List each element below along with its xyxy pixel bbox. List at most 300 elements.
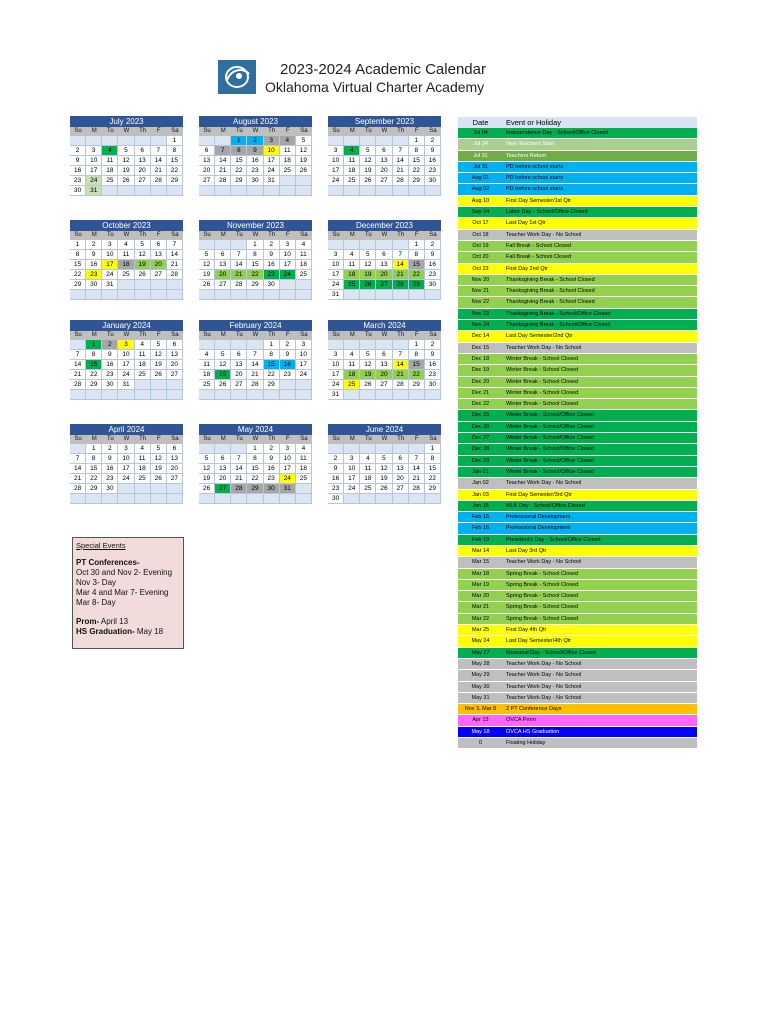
calendar-day: 9 — [425, 146, 441, 156]
calendar-day: 21 — [393, 270, 409, 280]
calendar-day: 6 — [215, 454, 231, 464]
calendar-empty-cell — [135, 280, 151, 290]
calendar-day: 6 — [167, 340, 183, 350]
month-calendar — [328, 220, 441, 300]
calendar-day: 30 — [247, 176, 263, 186]
legend-event: Last Day Semester/4th Qtr — [506, 638, 572, 645]
calendar-day: 26 — [360, 280, 376, 290]
calendar-day: 2 — [102, 444, 118, 454]
calendar-day: 10 — [86, 156, 102, 166]
day-of-week-label: M — [344, 231, 360, 240]
calendar-day: 9 — [280, 350, 296, 360]
calendar-day: 1 — [409, 136, 425, 146]
calendar-empty-cell — [344, 290, 360, 300]
calendar-day: 10 — [296, 350, 312, 360]
calendar-day: 7 — [393, 350, 409, 360]
day-of-week-label: Sa — [296, 231, 312, 240]
calendar-day: 16 — [264, 464, 280, 474]
calendar-day: 29 — [425, 484, 441, 494]
events-legend — [458, 117, 697, 749]
legend-event: Last Day 3rd Qtr — [506, 547, 547, 554]
day-of-week-label: W — [118, 331, 134, 340]
day-of-week-label: Sa — [167, 127, 183, 136]
calendar-day: 1 — [86, 340, 102, 350]
calendar-day: 20 — [376, 370, 392, 380]
calendar-day: 9 — [247, 146, 263, 156]
legend-date-header: Date — [472, 118, 489, 127]
calendar-day: 12 — [199, 464, 215, 474]
calendar-day: 19 — [151, 464, 167, 474]
calendar-day: 16 — [425, 260, 441, 270]
day-of-week-label: W — [376, 127, 392, 136]
legend-event: President's Day - School/Office Closed — [506, 536, 601, 543]
legend-date: Jan 03 — [472, 491, 489, 498]
day-of-week-label: Su — [199, 127, 215, 136]
legend-row — [458, 207, 697, 218]
calendar-day: 3 — [102, 240, 118, 250]
calendar-empty-cell — [264, 390, 280, 400]
calendar-day: 31 — [102, 280, 118, 290]
day-of-week-label: Su — [70, 231, 86, 240]
calendar-day: 29 — [167, 176, 183, 186]
calendar-day: 4 — [296, 240, 312, 250]
legend-event: Winter Break - School Closed — [506, 378, 579, 385]
month-calendar — [199, 320, 312, 400]
legend-row — [458, 162, 697, 173]
calendar-day: 9 — [264, 454, 280, 464]
calendar-empty-cell — [425, 186, 441, 196]
calendar-day: 23 — [264, 474, 280, 484]
month-calendar — [199, 424, 312, 504]
calendar-day: 11 — [280, 146, 296, 156]
calendar-day: 5 — [199, 454, 215, 464]
calendar-day: 28 — [409, 484, 425, 494]
calendar-day: 24 — [102, 270, 118, 280]
calendar-day: 13 — [376, 156, 392, 166]
calendar-day: 8 — [409, 146, 425, 156]
calendar-day: 7 — [70, 350, 86, 360]
legend-date: Mar 25 — [471, 627, 490, 634]
calendar-day: 25 — [102, 176, 118, 186]
calendar-day: 18 — [296, 260, 312, 270]
calendar-day: 29 — [70, 280, 86, 290]
calendar-empty-cell — [360, 290, 376, 300]
calendar-day: 29 — [409, 176, 425, 186]
calendar-day: 13 — [167, 454, 183, 464]
calendar-day: 15 — [409, 156, 425, 166]
calendar-day: 30 — [86, 280, 102, 290]
calendar-day: 23 — [86, 270, 102, 280]
calendar-day: 23 — [425, 370, 441, 380]
calendar-empty-cell — [86, 136, 102, 146]
calendar-empty-cell — [264, 494, 280, 504]
calendar-day: 27 — [393, 484, 409, 494]
calendar-day: 11 — [344, 360, 360, 370]
legend-row — [458, 501, 697, 512]
calendar-day: 1 — [247, 240, 263, 250]
legend-event: Memorial Day - School/Office Closed — [506, 649, 597, 656]
calendar-day: 4 — [344, 350, 360, 360]
calendar-empty-cell — [151, 484, 167, 494]
calendar-day: 22 — [264, 370, 280, 380]
legend-row — [458, 151, 697, 162]
calendar-day: 3 — [118, 340, 134, 350]
legend-row — [458, 625, 697, 636]
legend-row — [458, 614, 697, 625]
calendar-empty-cell — [360, 240, 376, 250]
legend-date: Dec 18 — [471, 355, 490, 362]
legend-date: Mar 19 — [471, 581, 490, 588]
calendar-day: 11 — [118, 250, 134, 260]
calendar-day: 7 — [409, 454, 425, 464]
legend-row — [458, 670, 697, 681]
calendar-day: 24 — [118, 370, 134, 380]
legend-event: Teacher Work Day - No School — [506, 559, 582, 566]
calendar-day: 14 — [70, 464, 86, 474]
legend-event: Thanksgiving Break - School Closed — [506, 276, 595, 283]
legend-date: Feb 15 — [471, 514, 490, 521]
calendar-day: 13 — [215, 464, 231, 474]
calendar-empty-cell — [135, 390, 151, 400]
calendar-day: 6 — [376, 350, 392, 360]
day-of-week-label: Sa — [167, 435, 183, 444]
calendar-empty-cell — [360, 390, 376, 400]
day-of-week-label: F — [151, 127, 167, 136]
legend-row — [458, 422, 697, 433]
legend-date: Dec 21 — [471, 389, 490, 396]
day-of-week-label: Tu — [102, 231, 118, 240]
legend-row — [458, 309, 697, 320]
day-of-week-label: Su — [199, 435, 215, 444]
calendar-day: 6 — [215, 250, 231, 260]
day-of-week-label: Su — [199, 331, 215, 340]
calendar-empty-cell — [393, 340, 409, 350]
calendar-day: 4 — [344, 146, 360, 156]
calendar-day: 23 — [425, 166, 441, 176]
calendar-empty-cell — [199, 240, 215, 250]
calendar-empty-cell — [409, 290, 425, 300]
calendar-day: 25 — [344, 176, 360, 186]
legend-date: Mar 18 — [471, 570, 490, 577]
day-of-week-label: Sa — [425, 127, 441, 136]
calendar-day: 9 — [264, 250, 280, 260]
day-of-week-label: Su — [328, 127, 344, 136]
calendar-day: 5 — [360, 350, 376, 360]
calendar-day: 30 — [425, 176, 441, 186]
legend-date: May 27 — [471, 649, 490, 656]
calendar-day: 24 — [328, 176, 344, 186]
day-of-week-label: Su — [328, 231, 344, 240]
calendar-day: 10 — [280, 250, 296, 260]
legend-date: Feb 19 — [471, 536, 490, 543]
calendar-empty-cell — [247, 186, 263, 196]
calendar-day: 2 — [425, 136, 441, 146]
calendar-day: 10 — [344, 464, 360, 474]
calendar-empty-cell — [409, 186, 425, 196]
month-calendar — [199, 220, 312, 300]
month-title: August 2023 — [199, 116, 312, 127]
calendar-day: 26 — [135, 270, 151, 280]
legend-event: Teacher Work Day - No School — [506, 683, 582, 690]
calendar-empty-cell — [167, 494, 183, 504]
day-of-week-label: M — [344, 127, 360, 136]
calendar-empty-cell — [296, 380, 312, 390]
legend-event: Teacher Work Day - No School — [506, 672, 582, 679]
legend-row — [458, 444, 697, 455]
calendar-day: 29 — [231, 176, 247, 186]
legend-row — [458, 478, 697, 489]
day-of-week-label: F — [409, 331, 425, 340]
calendar-day: 2 — [247, 136, 263, 146]
legend-row — [458, 354, 697, 365]
pt-line-1: Oct 30 and Nov 2- Evening — [76, 568, 173, 577]
calendar-day: 18 — [344, 270, 360, 280]
month-calendar — [328, 424, 441, 504]
calendar-day: 4 — [135, 444, 151, 454]
legend-event: Spring Break - School Closed — [506, 604, 579, 611]
calendar-empty-cell — [296, 280, 312, 290]
calendar-day: 21 — [167, 260, 183, 270]
day-of-week-label: Tu — [360, 435, 376, 444]
calendar-day: 1 — [231, 136, 247, 146]
legend-row — [458, 738, 697, 749]
calendar-day: 8 — [231, 146, 247, 156]
calendar-day: 31 — [280, 484, 296, 494]
calendar-day: 15 — [409, 260, 425, 270]
day-of-week-label: M — [215, 231, 231, 240]
calendar-empty-cell — [344, 240, 360, 250]
legend-row — [458, 591, 697, 602]
day-of-week-label: W — [376, 231, 392, 240]
month-calendar — [328, 116, 441, 196]
calendar-day: 5 — [215, 350, 231, 360]
calendar-day: 26 — [360, 380, 376, 390]
legend-date: Mar 20 — [471, 593, 490, 600]
month-title: June 2024 — [328, 424, 441, 435]
calendar-day: 31 — [86, 186, 102, 196]
calendar-day: 12 — [215, 360, 231, 370]
legend-date: Jul 31 — [473, 152, 488, 159]
day-of-week-label: Tu — [360, 231, 376, 240]
calendar-day: 14 — [231, 260, 247, 270]
calendar-empty-cell — [247, 340, 263, 350]
calendar-day: 8 — [247, 454, 263, 464]
calendar-day: 22 — [167, 166, 183, 176]
legend-date: May 31 — [471, 694, 490, 701]
calendar-empty-cell — [215, 186, 231, 196]
calendar-day: 30 — [264, 280, 280, 290]
day-of-week-label: F — [151, 435, 167, 444]
calendar-empty-cell — [70, 340, 86, 350]
calendar-empty-cell — [328, 186, 344, 196]
calendar-day: 27 — [376, 176, 392, 186]
calendar-empty-cell — [70, 390, 86, 400]
legend-event: Thanksgiving Break - School/Office Closed — [506, 310, 611, 317]
calendar-day: 16 — [425, 360, 441, 370]
calendar-day: 16 — [70, 166, 86, 176]
legend-date: 0 — [478, 740, 483, 747]
calendar-day: 15 — [425, 464, 441, 474]
calendar-empty-cell — [393, 444, 409, 454]
legend-date: Dec 19 — [471, 367, 490, 374]
legend-event: Spring Break - School Closed — [506, 570, 579, 577]
day-of-week-label: Th — [393, 331, 409, 340]
calendar-day: 11 — [296, 454, 312, 464]
calendar-empty-cell — [296, 494, 312, 504]
calendar-day: 13 — [167, 350, 183, 360]
calendar-day: 20 — [215, 474, 231, 484]
legend-date: Dec 22 — [471, 401, 490, 408]
day-of-week-label: M — [86, 435, 102, 444]
day-of-week-label: Tu — [231, 331, 247, 340]
calendar-day: 2 — [425, 240, 441, 250]
legend-row — [458, 320, 697, 331]
calendar-empty-cell — [280, 280, 296, 290]
legend-row — [458, 727, 697, 738]
calendar-day: 29 — [247, 484, 263, 494]
calendar-empty-cell — [215, 494, 231, 504]
legend-date: Dec 26 — [471, 423, 490, 430]
day-of-week-label: Th — [264, 331, 280, 340]
day-of-week-label: F — [151, 331, 167, 340]
calendar-day: 15 — [70, 260, 86, 270]
calendar-day: 7 — [70, 454, 86, 464]
calendar-empty-cell — [376, 240, 392, 250]
calendar-day: 26 — [296, 166, 312, 176]
legend-date: Jul 04 — [473, 130, 488, 136]
calendar-day: 2 — [425, 340, 441, 350]
day-of-week-label: F — [151, 231, 167, 240]
legend-event: PD before school starts — [506, 163, 564, 170]
calendar-day: 10 — [118, 454, 134, 464]
calendar-empty-cell — [344, 444, 360, 454]
calendar-day: 2 — [86, 240, 102, 250]
calendar-empty-cell — [151, 380, 167, 390]
legend-date: Jul 31 — [473, 163, 488, 170]
calendar-empty-cell — [167, 290, 183, 300]
day-of-week-label: W — [247, 127, 263, 136]
calendar-day: 12 — [360, 156, 376, 166]
legend-event: Floating Holiday — [506, 740, 546, 747]
calendar-day: 17 — [328, 370, 344, 380]
calendar-empty-cell — [280, 380, 296, 390]
calendar-day: 3 — [118, 444, 134, 454]
calendar-day: 2 — [280, 340, 296, 350]
calendar-empty-cell — [360, 186, 376, 196]
calendar-day: 11 — [102, 156, 118, 166]
legend-date: Dec 15 — [471, 344, 490, 351]
legend-row — [458, 569, 697, 580]
legend-event: First Day Semester/3rd Qtr — [506, 491, 572, 498]
day-of-week-label: Sa — [425, 435, 441, 444]
calendar-empty-cell — [102, 186, 118, 196]
day-of-week-label: F — [409, 435, 425, 444]
month-title: December 2023 — [328, 220, 441, 231]
calendar-day: 23 — [247, 166, 263, 176]
legend-event-header: Event or Holiday — [506, 118, 562, 127]
calendar-day: 5 — [360, 146, 376, 156]
day-of-week-label: Tu — [231, 231, 247, 240]
day-of-week-label: Th — [135, 231, 151, 240]
day-of-week-label: Tu — [102, 435, 118, 444]
calendar-empty-cell — [135, 380, 151, 390]
calendar-day: 19 — [135, 260, 151, 270]
pt-line-4: Mar 8- Day — [76, 598, 116, 607]
calendar-day: 19 — [360, 166, 376, 176]
legend-row — [458, 388, 697, 399]
calendar-day: 17 — [102, 260, 118, 270]
calendar-day: 18 — [102, 166, 118, 176]
calendar-day: 29 — [409, 380, 425, 390]
day-of-week-label: Su — [70, 127, 86, 136]
month-calendar — [199, 116, 312, 196]
calendar-day: 14 — [167, 250, 183, 260]
calendar-day: 22 — [86, 474, 102, 484]
calendar-day: 21 — [409, 474, 425, 484]
calendar-day: 28 — [231, 280, 247, 290]
special-events-box — [72, 537, 184, 649]
calendar-day: 19 — [118, 166, 134, 176]
calendar-empty-cell — [231, 340, 247, 350]
calendar-empty-cell — [167, 484, 183, 494]
legend-event: PD before school starts — [506, 175, 564, 182]
academy-logo — [218, 60, 256, 94]
legend-row — [458, 343, 697, 354]
legend-event: MLK Day - School/Office Closed — [506, 502, 585, 509]
calendar-day: 23 — [425, 270, 441, 280]
calendar-day: 22 — [409, 166, 425, 176]
calendar-empty-cell — [393, 390, 409, 400]
calendar-empty-cell — [70, 494, 86, 504]
legend-date: Mar 22 — [471, 615, 490, 622]
calendar-day: 5 — [376, 454, 392, 464]
legend-event: Thanksgiving Break - School Closed — [506, 299, 595, 306]
calendar-day: 21 — [70, 474, 86, 484]
legend-row — [458, 546, 697, 557]
calendar-day: 7 — [231, 454, 247, 464]
calendar-day: 17 — [280, 260, 296, 270]
day-of-week-label: F — [280, 231, 296, 240]
calendar-day: 22 — [425, 474, 441, 484]
legend-row — [458, 264, 697, 275]
day-of-week-label: Th — [393, 231, 409, 240]
legend-event: Winter Break - School/Office Closed — [506, 412, 594, 419]
graduation-value: May 18 — [134, 627, 164, 636]
pt-line-3: Mar 4 and Mar 7- Evening — [76, 588, 169, 597]
legend-date: May 18 — [471, 728, 490, 735]
calendar-day: 26 — [151, 370, 167, 380]
calendar-empty-cell — [376, 136, 392, 146]
calendar-day: 7 — [151, 146, 167, 156]
calendar-day: 26 — [360, 176, 376, 186]
calendar-empty-cell — [199, 136, 215, 146]
calendar-day: 27 — [135, 176, 151, 186]
calendar-empty-cell — [167, 380, 183, 390]
calendar-empty-cell — [376, 444, 392, 454]
legend-row — [458, 490, 697, 501]
legend-event: Professional Development — [506, 514, 571, 521]
calendar-day: 3 — [296, 340, 312, 350]
day-of-week-label: Th — [264, 127, 280, 136]
legend-event: Fall Break - School Closed — [506, 242, 572, 249]
calendar-empty-cell — [344, 136, 360, 146]
day-of-week-label: Tu — [360, 331, 376, 340]
calendar-day: 23 — [102, 370, 118, 380]
calendar-day: 20 — [135, 166, 151, 176]
calendar-day: 17 — [328, 166, 344, 176]
calendar-day: 20 — [151, 260, 167, 270]
calendar-day: 18 — [135, 360, 151, 370]
